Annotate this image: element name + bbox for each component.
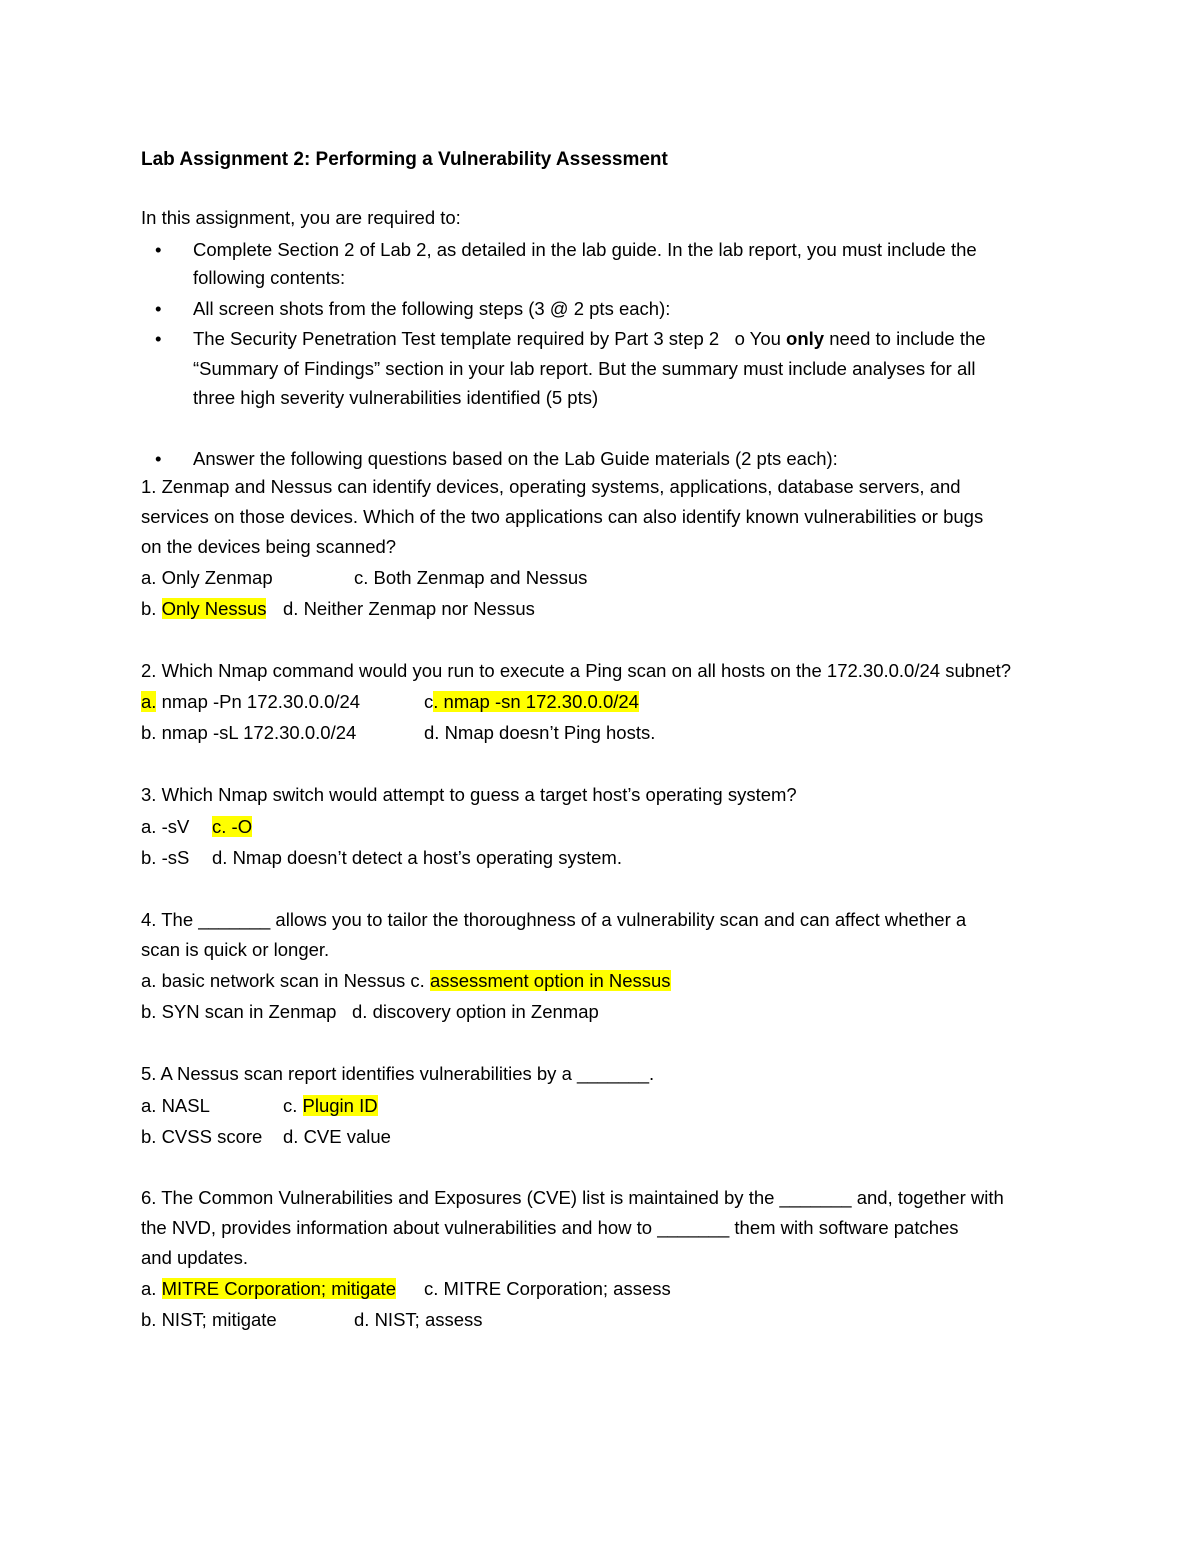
- q6-line-1: 6. The Common Vulnerabilities and Exposures (CVE) list is maintained by the _______ and, together with: [141, 1187, 1004, 1208]
- q1-option-c: c. Both Zenmap and Nessus: [354, 567, 588, 588]
- highlight: Only Nessus: [161, 598, 267, 619]
- q6-option-b: b. NIST; mitigate: [141, 1309, 277, 1330]
- q2-option-a: a. nmap -Pn 172.30.0.0/24: [141, 691, 361, 712]
- q5-line-1: 5. A Nessus scan report identifies vulnerabilities by a _______.: [141, 1063, 655, 1084]
- q4-option-a-c: a. basic network scan in Nessus c. assessment option in Nessus: [141, 970, 671, 991]
- q6-line-3: and updates.: [141, 1247, 248, 1268]
- q1-line-1: 1. Zenmap and Nessus can identify devices, operating systems, applications, database servers, and: [141, 476, 961, 497]
- q2-line-1: 2. Which Nmap command would you run to execute a Ping scan on all hosts on the 172.30.0.0/24 subnet?: [141, 660, 1012, 681]
- q4-option-b: b. SYN scan in Zenmap: [141, 1001, 337, 1022]
- bullet-icon: •: [155, 298, 162, 319]
- bullet-icon: •: [155, 328, 162, 349]
- q1-option-a: a. Only Zenmap: [141, 567, 273, 588]
- bullet-1: [155, 238, 977, 262]
- bullet-4: [155, 447, 838, 471]
- q5-option-d: d. CVE value: [283, 1126, 391, 1147]
- q2-option-c: c. nmap -sn 172.30.0.0/24: [424, 691, 639, 712]
- q4-line-2: scan is quick or longer.: [141, 939, 330, 960]
- bullet-text: The Security Penetration Test template required by Part 3 step 2 o You: [193, 328, 787, 349]
- highlight: assessment option in Nessus: [429, 970, 671, 991]
- q5-option-b: b. CVSS score: [141, 1126, 263, 1147]
- intro-text: In this assignment, you are required to:: [141, 207, 461, 228]
- q1-line-2: services on those devices. Which of the two applications can also identify known vulnerabilities or bugs: [141, 506, 984, 527]
- q6-option-d: d. NIST; assess: [354, 1309, 483, 1330]
- bullet-3-cont-1: “Summary of Findings” section in your lab report. But the summary must include analyses for all: [193, 358, 976, 379]
- bullet-3-cont-2: three high severity vulnerabilities identified (5 pts): [193, 387, 599, 408]
- bullet-2: [155, 297, 670, 321]
- highlight: MITRE Corporation; mitigate: [161, 1278, 396, 1299]
- q6-option-c: c. MITRE Corporation; assess: [424, 1278, 671, 1299]
- highlight: Plugin ID: [302, 1095, 378, 1116]
- q4-option-d: d. discovery option in Zenmap: [352, 1001, 599, 1022]
- bullet-icon: •: [155, 448, 162, 469]
- q3-option-c: [212, 815, 252, 839]
- q3-option-d: d. Nmap doesn’t detect a host’s operating system.: [212, 847, 622, 868]
- q1-option-d: d. Neither Zenmap nor Nessus: [283, 598, 535, 619]
- q4-line-1: 4. The _______ allows you to tailor the thoroughness of a vulnerability scan and can affect whether a: [141, 909, 967, 930]
- q1-option-b: b. Only Nessus: [141, 598, 267, 619]
- page-title: Lab Assignment 2: Performing a Vulnerability Assessment: [141, 149, 668, 170]
- q3-option-a: a. -sV: [141, 816, 190, 837]
- bullet-1-cont: following contents:: [193, 267, 346, 288]
- bullet-3: [155, 327, 986, 351]
- bullet-text: All screen shots from the following steps (3 @ 2 pts each):: [193, 298, 671, 319]
- q3-line-1: 3. Which Nmap switch would attempt to guess a target host’s operating system?: [141, 784, 797, 805]
- highlight: c. -O: [212, 816, 253, 837]
- bullet-text: Complete Section 2 of Lab 2, as detailed in the lab guide. In the lab report, you must include the: [193, 239, 977, 260]
- bullet-text: Answer the following questions based on the Lab Guide materials (2 pts each):: [193, 448, 838, 469]
- bold-text: only: [786, 328, 825, 349]
- bullet-text: need to include the: [824, 328, 986, 349]
- q6-option-a: a. MITRE Corporation; mitigate: [141, 1278, 396, 1299]
- bullet-icon: •: [155, 239, 162, 260]
- q5-option-c: c. Plugin ID: [283, 1095, 378, 1116]
- q1-line-3: on the devices being scanned?: [141, 536, 397, 557]
- highlight: a.: [141, 691, 157, 712]
- q6-line-2: the NVD, provides information about vulnerabilities and how to _______ them with software patches: [141, 1217, 959, 1238]
- highlight: . nmap -sn 172.30.0.0/24: [433, 691, 639, 712]
- q5-option-a: a. NASL: [141, 1095, 210, 1116]
- q3-option-b: b. -sS: [141, 847, 190, 868]
- q2-option-d: d. Nmap doesn’t Ping hosts.: [424, 722, 656, 743]
- q2-option-b: b. nmap -sL 172.30.0.0/24: [141, 722, 357, 743]
